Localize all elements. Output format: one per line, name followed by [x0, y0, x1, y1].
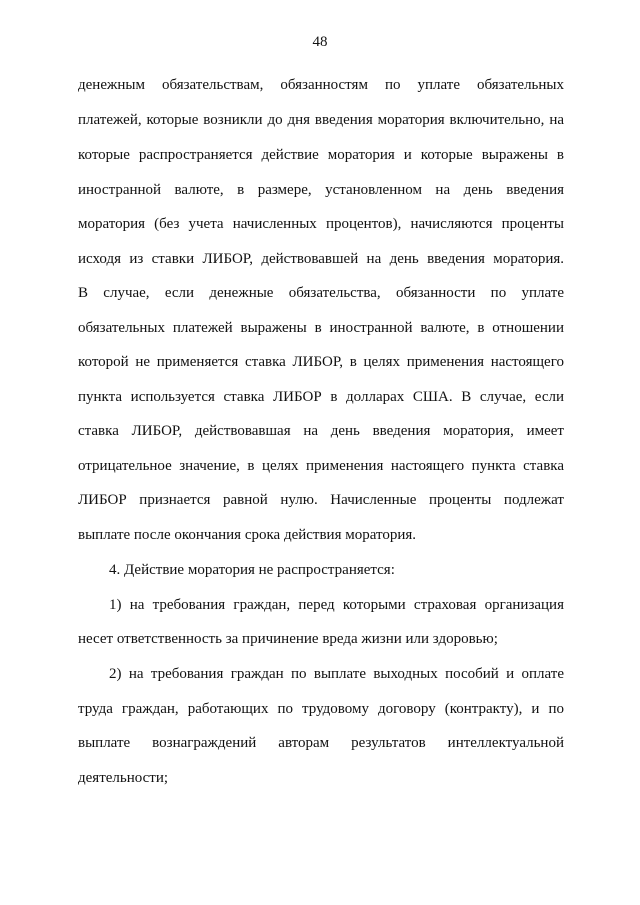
text-line: выплате после окончания срока действия моратория.: [78, 527, 417, 543]
list-item-line: труда граждан, работающих по трудовому договору (контракту), и по: [78, 701, 564, 717]
text-line: моратория (без учета начисленных процентов), начисляются проценты: [78, 216, 564, 232]
list-item-line: 1) на требования граждан, перед которыми страховая организация: [109, 597, 564, 613]
list-item-line: выплате вознаграждений авторам результатов интеллектуальной: [78, 735, 564, 751]
list-item-line: 2) на требования граждан по выплате выходных пособий и оплате: [109, 666, 564, 682]
text-line: ставка ЛИБОР, действовавшая на день введения моратория, имеет: [78, 423, 564, 439]
text-line: которые распространяется действие моратория и которые выражены в: [78, 147, 564, 163]
text-line: денежным обязательствам, обязанностям по уплате обязательных: [78, 77, 564, 93]
text-line: пункта используется ставка ЛИБОР в долларах США. В случае, если: [78, 389, 564, 405]
text-line: ЛИБОР признается равной нулю. Начисленные проценты подлежат: [78, 492, 564, 508]
text-line: обязательных платежей выражены в иностранной валюте, в отношении: [78, 320, 564, 336]
text-line: исходя из ставки ЛИБОР, действовавшей на день введения моратория.: [78, 251, 564, 267]
text-line: иностранной валюте, в размере, установленном на день введения: [78, 182, 564, 198]
list-item-line: несет ответственность за причинение вреда жизни или здоровью;: [78, 631, 498, 647]
page-number: 48: [312, 34, 328, 50]
text-line: которой не применяется ставка ЛИБОР, в целях применения настоящего: [78, 354, 564, 370]
paragraph-heading: 4. Действие моратория не распространяется:: [109, 562, 395, 578]
text-line: отрицательное значение, в целях применения настоящего пункта ставка: [78, 458, 564, 474]
text-line: В случае, если денежные обязательства, обязанности по уплате: [78, 285, 564, 301]
list-item-line: деятельности;: [78, 770, 169, 786]
text-line: платежей, которые возникли до дня введения моратория включительно, на: [78, 112, 564, 128]
